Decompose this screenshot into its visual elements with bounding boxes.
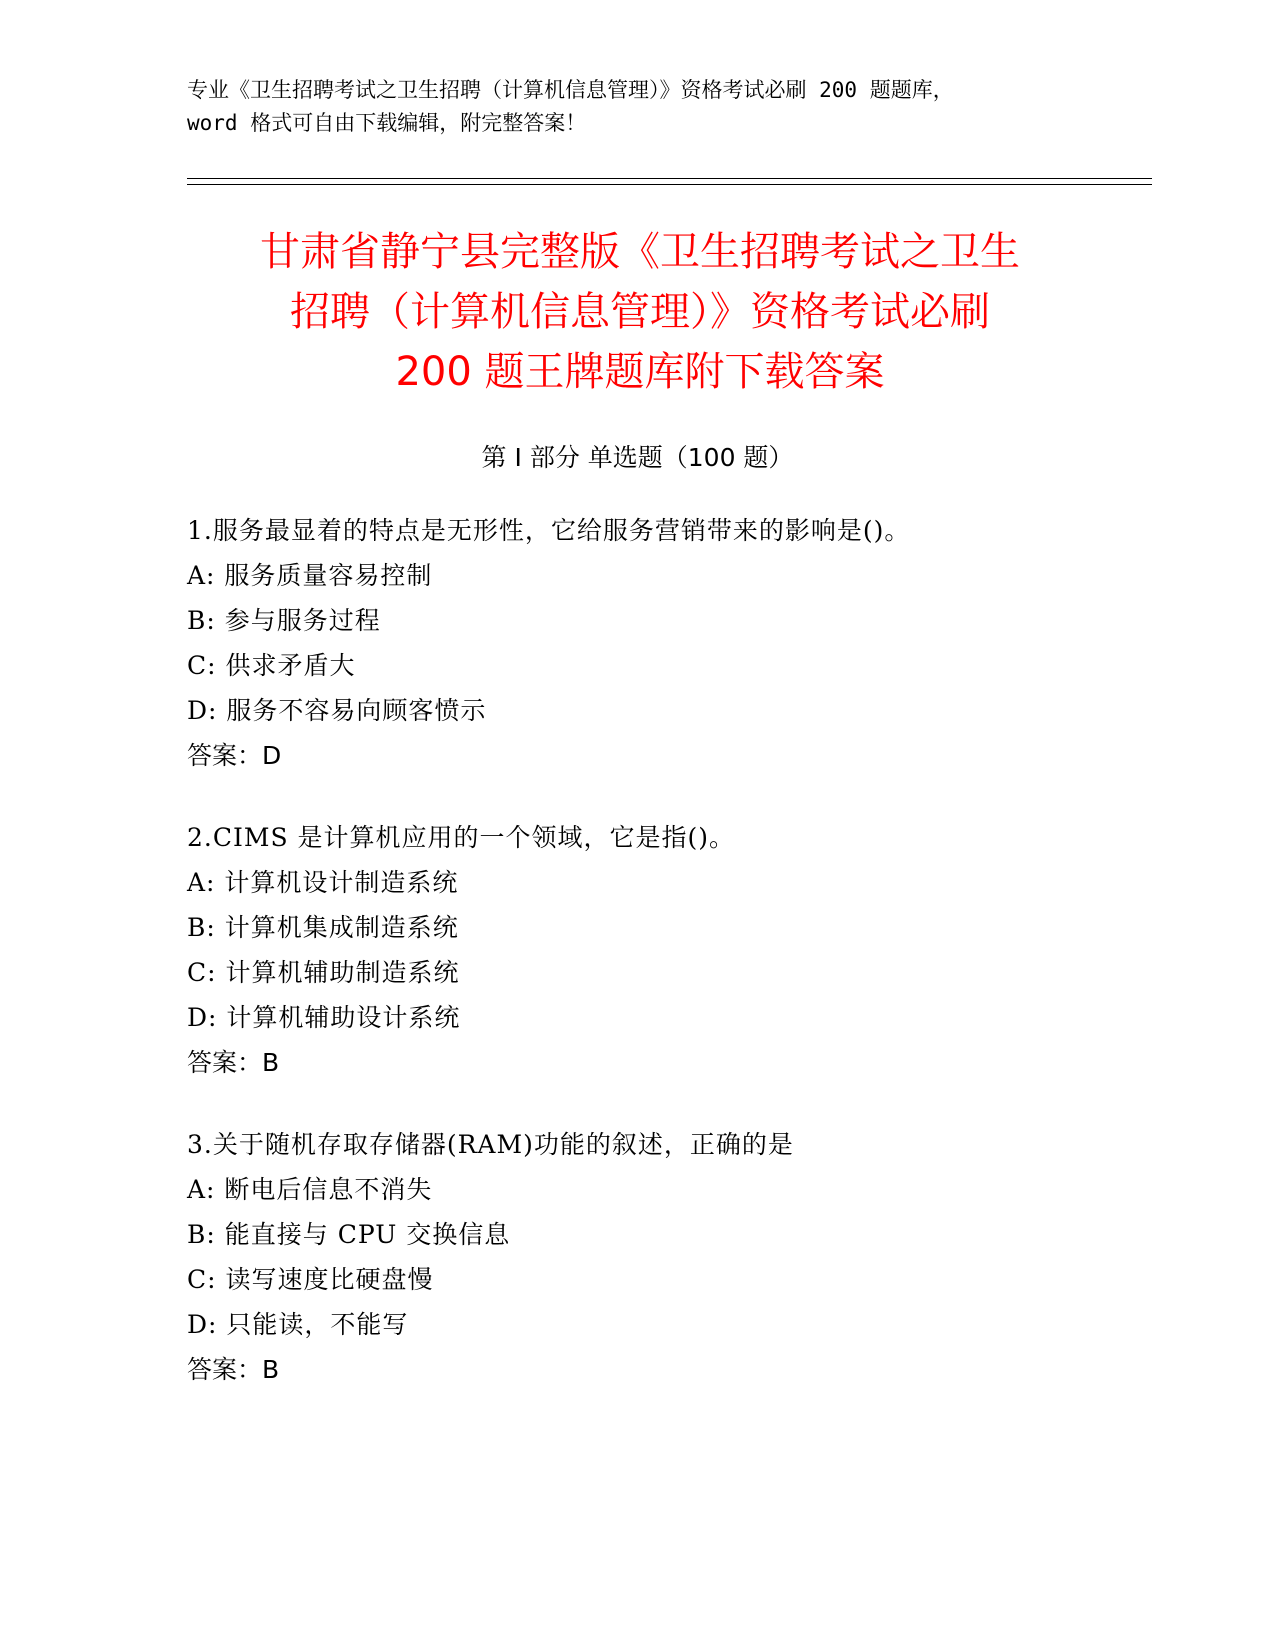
header-rule-top: [187, 178, 1152, 179]
question-stem: 1.服务最显着的特点是无形性，它给服务营销带来的影响是()。: [187, 516, 911, 545]
question-3: [187, 1122, 1147, 1392]
section-heading: 第 I 部分 单选题（100 题）: [481, 443, 794, 472]
option-a: A: 断电后信息不消失: [187, 1175, 433, 1204]
document-title: [150, 222, 1130, 402]
question-stem: 2.CIMS 是计算机应用的一个领域，它是指()。: [187, 823, 736, 852]
option-b: B: 计算机集成制造系统: [187, 913, 459, 942]
document-title-line-2: 招聘（计算机信息管理）》资格考试必刷: [290, 289, 990, 335]
option-b: B: 参与服务过程: [187, 606, 381, 635]
answer-line: 答案：B: [187, 1048, 280, 1077]
option-a: A: 计算机设计制造系统: [187, 868, 459, 897]
question-stem: 3.关于随机存取存储器(RAM)功能的叙述，正确的是: [187, 1130, 794, 1159]
question-1: [187, 508, 1147, 778]
answer-line: 答案：B: [187, 1355, 280, 1384]
option-c: C: 读写速度比硬盘慢: [187, 1265, 434, 1294]
document-title-line-1: 甘肃省静宁县完整版《卫生招聘考试之卫生: [260, 229, 1020, 275]
question-2: [187, 815, 1147, 1085]
option-b: B: 能直接与 CPU 交换信息: [187, 1220, 511, 1249]
option-d: D: 只能读，不能写: [187, 1310, 409, 1339]
option-a: A: 服务质量容易控制: [187, 561, 433, 590]
header-note: [187, 74, 1107, 140]
header-note-line-2: word 格式可自由下载编辑，附完整答案！: [187, 111, 587, 135]
answer-line: 答案：D: [187, 741, 282, 770]
option-c: C: 供求矛盾大: [187, 651, 356, 680]
option-d: D: 计算机辅助设计系统: [187, 1003, 461, 1032]
option-d: D: 服务不容易向顾客愤示: [187, 696, 487, 725]
header-rule-bottom: [187, 184, 1152, 185]
header-note-line-1: 专业《卫生招聘考试之卫生招聘（计算机信息管理）》资格考试必刷 200 题题库，: [187, 78, 954, 102]
document-title-line-3: 200 题王牌题库附下载答案: [395, 349, 885, 395]
option-c: C: 计算机辅助制造系统: [187, 958, 460, 987]
